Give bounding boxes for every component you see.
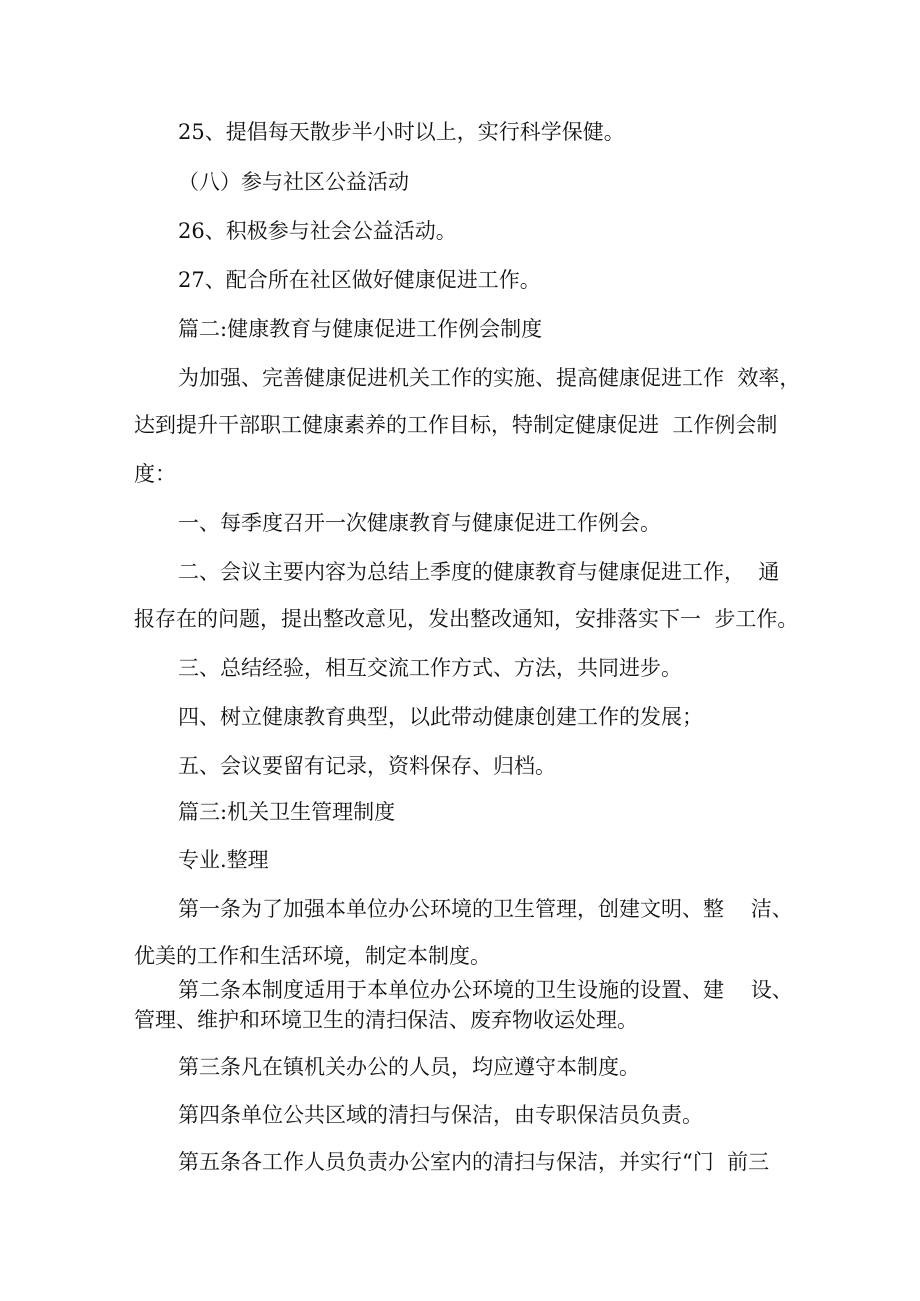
paragraph-line: 四、树立健康教育典型，以此带动健康创建工作的发展； [178,705,703,729]
paragraph-line: 管理、维护和环境卫生的清扫保洁、废弃物收运处理。 [134,1008,638,1032]
paragraph-line: 五、会议要留有记录，资料保存、归档。 [178,754,556,778]
paragraph-line: 一、每季度召开一次健康教育与健康促进工作例会。 [178,511,661,535]
paragraph-line: 第二条本制度适用于本单位办公环境的卫生设施的设置、建 设、 [178,978,793,1002]
paragraph-line: 第五条各工作人员负责办公室内的清扫与保洁，并实行“门 前三 [178,1150,770,1174]
paragraph-line: 第三条凡在镇机关办公的人员，均应遵守本制度。 [178,1055,640,1079]
note-line: 专业.整理 [178,848,269,872]
paragraph-line: 报存在的问题，提出整改意见，发出整改通知，安排落实下一 步工作。 [134,607,799,631]
chapter-heading: 篇二:健康教育与健康促进工作例会制度 [178,317,543,341]
paragraph-line: 为加强、完善健康促进机关工作的实施、提高健康促进工作 效率， [178,366,801,390]
paragraph-line: 二、会议主要内容为总结上季度的健康教育与健康促进工作， 通 [178,560,780,584]
paragraph-line: 优美的工作和生活环境，制定本制度。 [134,944,491,968]
paragraph-line: 达到提升干部职工健康素养的工作目标，特制定健康促进 工作例会制 [134,413,778,437]
paragraph-line: 25、提倡每天散步半小时以上，实行科学保健。 [178,120,625,144]
paragraph-line: 26、积极参与社会公益活动。 [178,219,457,243]
chapter-heading: 篇三:机关卫生管理制度 [178,800,396,824]
paragraph-line: 度： [134,462,176,486]
section-heading: （八）参与社区公益活动 [178,170,409,194]
paragraph-line: 27、配合所在社区做好健康促进工作。 [178,268,541,292]
paragraph-line: 第四条单位公共区域的清扫与保洁，由专职保洁员负责。 [178,1103,703,1127]
paragraph-line: 三、总结经验，相互交流工作方式、方法，共同进步。 [178,656,682,680]
paragraph-line: 第一条为了加强本单位办公环境的卫生管理，创建文明、整 洁、 [178,897,793,921]
